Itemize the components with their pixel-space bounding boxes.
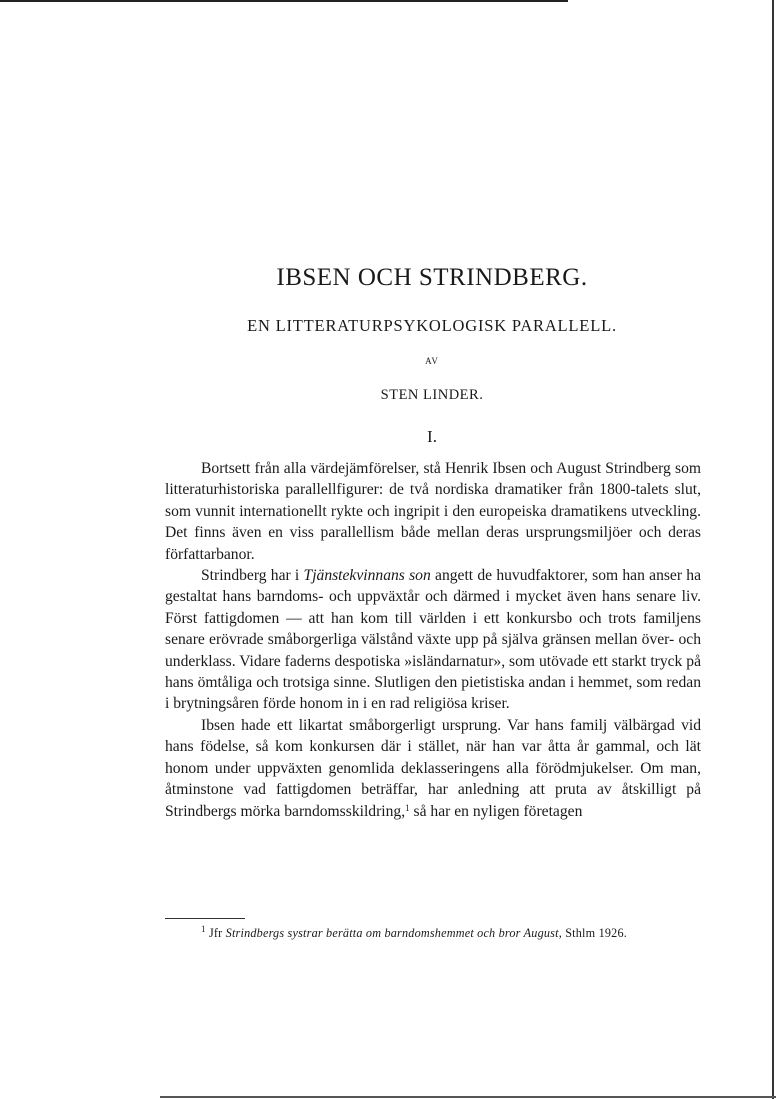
scan-edge-top bbox=[0, 0, 568, 2]
section-number: I. bbox=[427, 427, 437, 446]
footnote-marker: 1 bbox=[201, 924, 206, 934]
body-text bbox=[165, 458, 701, 822]
paragraph-2 bbox=[165, 565, 701, 715]
book-title-italic: Tjänstekvinnans son bbox=[303, 567, 431, 585]
paragraph-3-pre: Ibsen hade ett likartat småborgerligt ursprung. Var hans familj välbärgad vid hans födelse, så kom konkursen där i stället, när han var åtta år gammal, och lät honom under uppväxten genomlida deklasseringens alla förödmjukelser. Om man, åtminstone vad fattigdomen beträffar, har anledning att pruta av åtskilligt på Strindbergs mörka barndomsskildring, bbox=[165, 716, 701, 820]
paragraph-2-post: angett de huvudfaktorer, som han anser ha gestaltat hans barndoms- och uppväxtår och därmed i mycket även hans senare liv. Först fattigdomen — att han kom till världen i ett konkursbo och trots familjens senare erövrade småborgerliga välstånd växte upp på själva gränsen mellan över- och underklass. Vidare faderns despotiska »isländarnatur», som utövade ett starkt tryck på hans ömtåliga och trotsiga sinne. Slutligen den pietistiska andan i hemmet, som redan i brytningsåren förde honom in i en rad religiösa kriser. bbox=[165, 567, 701, 713]
scan-edge-bottom bbox=[160, 1096, 776, 1098]
paragraph-1 bbox=[165, 458, 701, 565]
article-title: IBSEN OCH STRINDBERG. bbox=[276, 264, 588, 291]
paragraph-3-post: så har en nyligen företagen bbox=[409, 802, 583, 820]
footnote bbox=[165, 925, 701, 942]
article-subtitle: EN LITTERATURPSYKOLOGISK PARALLELL. bbox=[247, 316, 617, 335]
paragraph-2-pre: Strindberg har i bbox=[201, 567, 304, 585]
scan-edge-right bbox=[772, 0, 774, 1099]
author-name: STEN LINDER. bbox=[380, 387, 484, 403]
footnote-reference: 1 bbox=[405, 802, 410, 813]
byline-prefix: AV bbox=[425, 356, 439, 366]
paragraph-3 bbox=[165, 715, 701, 822]
footnote-post: Sthlm 1926. bbox=[561, 926, 627, 940]
footnote-italic: Strindbergs systrar berätta om barndomshemmet och bror August, bbox=[225, 926, 562, 940]
footnote-pre: Jfr bbox=[205, 926, 226, 940]
footnote-divider bbox=[165, 918, 245, 919]
paragraph-1-text: Bortsett från alla värdejämförelser, stå Henrik Ibsen och August Strindberg som litteraturhistoriska parallellfigurer: de två nordiska dramatiker från 1800-talets slut, som vunnit internationellt rykte och ingripit i den europeiska dramatikens utveckling. Det finns även en viss parallellism både mellan deras ursprungsmiljöer och deras författarbanor. bbox=[165, 460, 701, 563]
